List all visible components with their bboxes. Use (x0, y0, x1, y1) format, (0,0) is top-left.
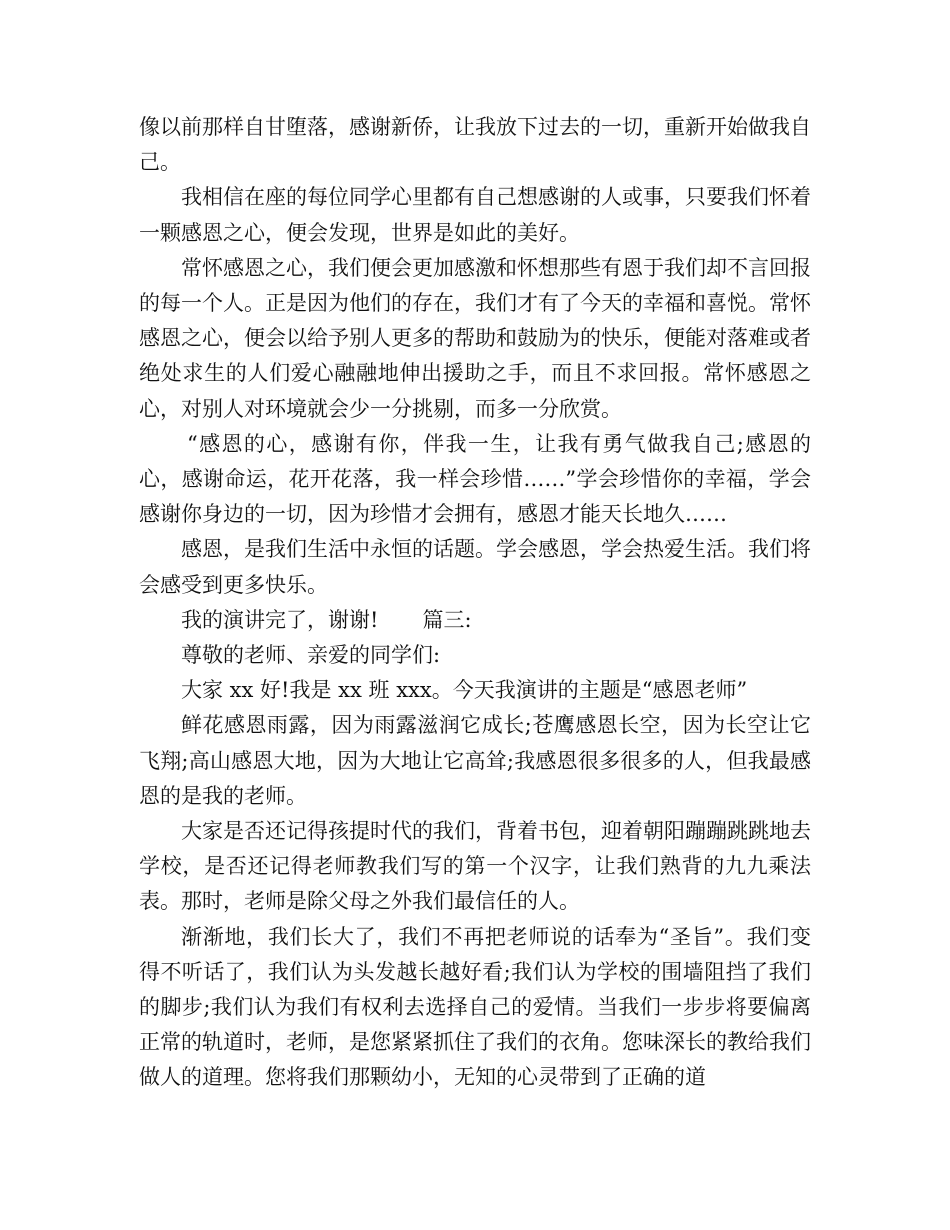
paragraph-continuation: 像以前那样自甘堕落，感谢新侨，让我放下过去的一切，重新开始做我自己。 (139, 115, 811, 175)
section-heading-part-three: 篇三: (422, 607, 472, 632)
paragraph-introduction: 大家 xx 好!我是 xx 班 xxx。今天我演讲的主题是“感恩老师” (181, 678, 748, 703)
paragraph-grateful-heart: 常怀感恩之心，我们便会更加感激和怀想那些有恩于我们却不言回报的每一个人。正是因为他们的存在，我们才有了今天的幸福和喜悦。常怀感恩之心，便会以给予别人更多的帮助和鼓励为的快乐，便能对落难或者绝处求生的人们爱心融融地伸出援助之手，而且不求回报。常怀感恩之心，对别人对环境就会少一分挑剔，而多一分欣赏。 (139, 255, 811, 421)
paragraph-childhood-memory: 大家是否还记得孩提时代的我们，背着书包，迎着朝阳蹦蹦跳跳地去学校，是否还记得老师教我们写的第一个汉字，让我们熟背的九九乘法表。那时，老师是除父母之外我们最信任的人。 (139, 819, 811, 914)
paragraph-nature-gratitude: 鲜花感恩雨露，因为雨露滋润它成长;苍鹰感恩长空，因为长空让它飞翔;高山感恩大地，因为大地让它高耸;我感恩很多很多的人，但我最感恩的是我的老师。 (139, 713, 811, 808)
paragraph-gratitude-belief: 我相信在座的每位同学心里都有自己想感谢的人或事，只要我们怀着一颗感恩之心，便会发现，世界是如此的美好。 (139, 185, 811, 245)
paragraph-salutation: 尊敬的老师、亲爱的同学们: (181, 643, 441, 668)
paragraph-song-quote: “感恩的心，感谢有你，伴我一生，让我有勇气做我自己;感恩的心，感谢命运，花开花落，我一样会珍惜……”学会珍惜你的幸福，学会感谢你身边的一切，因为珍惜才会拥有，感恩才能天长地久…… (139, 431, 811, 527)
document-body (139, 110, 811, 1096)
paragraph-eternal-topic: 感恩，是我们生活中永恒的话题。学会感恩，学会热爱生活。我们将会感受到更多快乐。 (139, 537, 811, 597)
paragraph-closing-line (139, 603, 811, 638)
paragraph-growing-up: 渐渐地，我们长大了，我们不再把老师说的话奉为“圣旨”。我们变得不听话了，我们认为头发越长越好看;我们认为学校的围墙阻挡了我们的脚步;我们认为我们有权利去选择自己的爱情。当我们一步步将要偏离正常的轨道时，老师，是您紧紧抓住了我们的衣角。您味深长的教给我们做人的道理。您将我们那颗幼小，无知的心灵带到了正确的道 (139, 924, 811, 1090)
closing-thanks: 我的演讲完了，谢谢! (181, 607, 379, 632)
